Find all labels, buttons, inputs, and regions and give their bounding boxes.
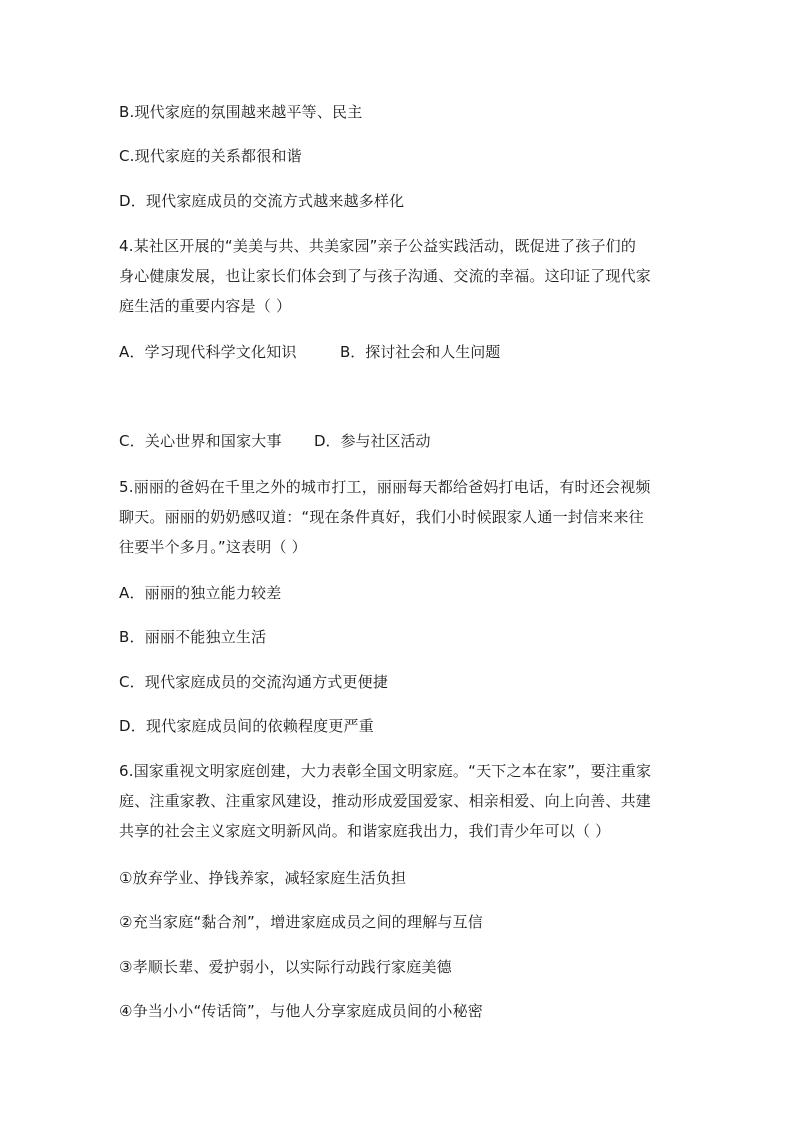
q5-option-c: C．现代家庭成员的交流沟通方式更便捷 (119, 673, 389, 691)
q5-stem-line-1: 5.丽丽的爸妈在千里之外的城市打工，丽丽每天都给爸妈打电话，有时还会视频 (119, 478, 651, 496)
q4-stem-line-1: 4.某社区开展的“美美与共、共美家园”亲子公益实践活动，既促进了孩子们的 (119, 237, 637, 255)
q6-item-3: ③孝顺长辈、爱护弱小，以实际行动践行家庭美德 (119, 958, 452, 976)
q5-stem-line-3: 往要半个多月。”这表明（ ） (119, 538, 307, 556)
q4-stem-line-3: 庭生活的重要内容是（ ） (119, 297, 292, 315)
q6-stem-line-1: 6.国家重视文明家庭创建，大力表彰全国文明家庭。“天下之本在家”，要注重家 (119, 762, 652, 780)
q6-stem-line-3: 共享的社会主义家庭文明新风尚。和谐家庭我出力，我们青少年可以（ ） (119, 822, 611, 840)
q4-option-a: A．学习现代科学文化知识 (119, 343, 297, 361)
q4-option-b: B．探讨社会和人生问题 (340, 343, 501, 361)
q4-option-c: C．关心世界和国家大事 (119, 432, 282, 450)
q6-item-1: ①放弃学业、挣钱养家，减轻家庭生活负担 (119, 869, 407, 887)
q6-item-4: ④争当小小“传话筒”，与他人分享家庭成员间的小秘密 (119, 1002, 483, 1020)
q5-option-d: D．现代家庭成员间的依赖程度更严重 (119, 717, 374, 735)
q4-stem-line-2: 身心健康发展，也让家长们体会到了与孩子沟通、交流的幸福。这印证了现代家 (119, 267, 652, 285)
q6-stem-line-2: 庭、注重家教、注重家风建设，推动形成爱国爱家、相亲相爱、向上向善、共建 (119, 792, 652, 810)
q3-option-b: B.现代家庭的氛围越来越平等、民主 (119, 103, 363, 121)
q6-item-2: ②充当家庭“黏合剂”，增进家庭成员之间的理解与互信 (119, 913, 483, 931)
q5-option-b: B．丽丽不能独立生活 (119, 628, 267, 646)
q4-option-d: D．参与社区活动 (314, 432, 431, 450)
q3-option-d: D．现代家庭成员的交流方式越来越多样化 (119, 192, 405, 210)
q3-option-c: C.现代家庭的关系都很和谐 (119, 147, 302, 165)
q5-option-a: A．丽丽的独立能力较差 (119, 584, 282, 602)
q5-stem-line-2: 聊天。丽丽的奶奶感叹道：“现在条件真好，我们小时候跟家人通一封信来来往 (119, 508, 644, 526)
